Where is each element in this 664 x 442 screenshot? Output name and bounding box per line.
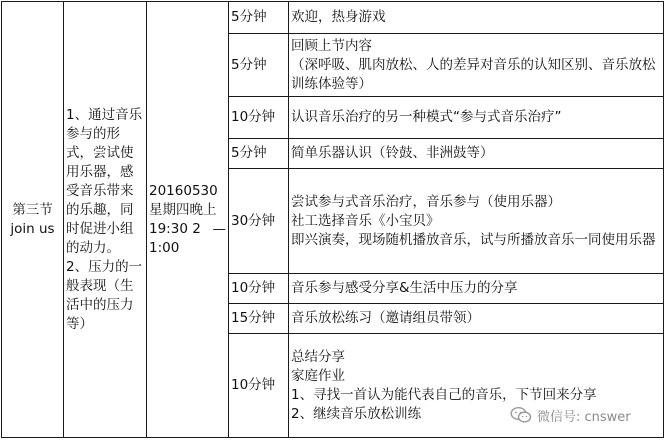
goal-item: 1、通过音乐参与的形式，尝试使用乐器，感受音乐带来的乐趣，同时促进小组的动力。	[66, 106, 143, 256]
session-subtitle: join us	[10, 220, 55, 237]
wechat-watermark	[508, 404, 658, 426]
wechat-icon	[510, 406, 532, 424]
time-dash: —	[212, 220, 226, 237]
activity-line: 家庭作业	[291, 367, 345, 384]
activity-line: 总结分享	[291, 348, 345, 365]
activity-line: 社工选择音乐《小宝贝》	[291, 212, 440, 229]
goals-cell	[64, 2, 147, 438]
duration-cell: 30分钟	[229, 169, 289, 274]
end-time: 21:00	[149, 220, 201, 256]
activity-cell	[289, 274, 664, 304]
datetime-cell	[147, 2, 229, 438]
activity-cell	[289, 2, 664, 34]
activity-line: 即兴演奏，现场随机播放音乐，试与所播放音乐一同使用乐器	[291, 231, 656, 248]
activity-line: 音乐放松练习（邀请组员带领）	[291, 310, 480, 326]
session-title: 第三节	[12, 201, 53, 218]
activity-line: 简单乐器认识（铃鼓、非洲鼓等）	[291, 145, 494, 161]
activity-cell	[289, 139, 664, 169]
session-date: 20160530	[149, 182, 218, 199]
start-time: 19:30	[149, 220, 188, 237]
activity-line: 尝试参与式音乐治疗，音乐参与（使用乐器）	[291, 193, 561, 210]
watermark-text: 微信号: cnswer	[537, 409, 631, 425]
duration-cell: 10分钟	[229, 334, 289, 438]
duration-cell: 10分钟	[229, 97, 289, 139]
duration-cell: 5分钟	[229, 34, 289, 97]
duration-cell: 5分钟	[229, 139, 289, 169]
activity-cell	[289, 97, 664, 139]
session-day: 星期四晚上	[149, 201, 217, 218]
duration-cell: 5分钟	[229, 2, 289, 34]
activity-line: 欢迎，热身游戏	[291, 9, 386, 25]
activity-line: 2、继续音乐放松训练	[291, 405, 422, 422]
schedule-table	[1, 1, 664, 438]
activity-line: （深呼吸、肌肉放松、人的差异对音乐的认知区别、音乐放松训练体验等）	[291, 56, 656, 92]
duration-cell: 10分钟	[229, 274, 289, 304]
goal-item: 2、压力的一般表现（生活中的压力等）	[66, 258, 143, 332]
activity-cell	[289, 169, 664, 274]
activity-line: 回顾上节内容	[291, 37, 372, 54]
activity-line: 音乐参与感受分享&生活中压力的分享	[291, 280, 518, 296]
activity-cell	[289, 34, 664, 97]
table-row	[2, 2, 664, 34]
activity-line: 认识音乐治疗的另一种模式“参与式音乐治疗”	[291, 109, 562, 125]
activity-cell	[289, 304, 664, 334]
duration-cell: 15分钟	[229, 304, 289, 334]
session-cell	[2, 2, 64, 438]
activity-line: 1、寻找一首认为能代表自己的音乐，下节回来分享	[291, 386, 597, 403]
